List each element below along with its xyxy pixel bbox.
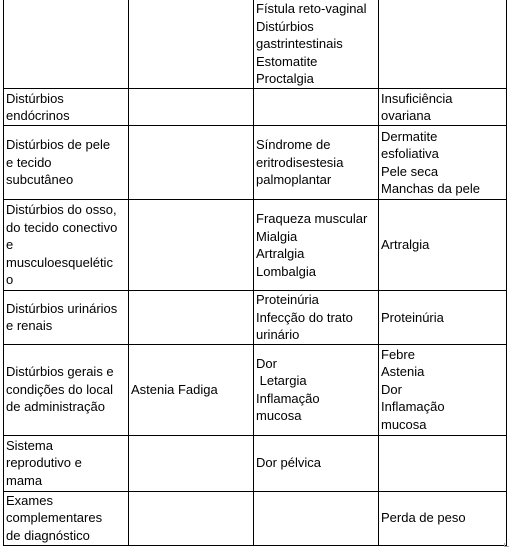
category-cell <box>4 89 129 126</box>
category-cell <box>4 291 129 345</box>
cell-text: Distúrbios <box>256 18 314 34</box>
cell-text: urinário <box>256 327 300 342</box>
col4-cell <box>379 126 507 200</box>
col3-cell <box>254 435 379 491</box>
cell-text: Pele seca <box>381 163 439 179</box>
category-cell <box>4 126 129 200</box>
col4-cell <box>379 200 507 291</box>
col2-cell <box>129 126 254 200</box>
col3-cell <box>254 89 379 126</box>
table-row <box>4 435 507 491</box>
cell-text: Perda de peso <box>381 510 466 526</box>
col2-cell <box>129 291 254 345</box>
category-cell <box>4 435 129 491</box>
cell-text: Artralgia <box>381 237 430 253</box>
col2-cell <box>129 491 254 545</box>
cell-text: Proctalgia <box>256 71 314 86</box>
table-row <box>4 491 507 545</box>
cell-text: Dermatite <box>381 128 438 144</box>
cell-text: Astenia <box>381 364 425 380</box>
cell-text: mucosa <box>256 408 302 423</box>
cell-text: Inflamação <box>256 390 320 406</box>
cell-text: Distúrbios de pele <box>6 137 111 153</box>
cell-text: ovariana <box>381 108 431 123</box>
cell-text: e tecido <box>6 154 52 170</box>
cell-text: do tecido conectivo <box>6 219 118 235</box>
col2-cell <box>129 435 254 491</box>
cell-text: Mialgia <box>256 228 298 244</box>
cell-text: e <box>6 237 14 253</box>
col3-cell <box>254 491 379 545</box>
category-cell <box>4 491 129 545</box>
col3-cell <box>254 291 379 345</box>
cell-text: musculoesquelétic <box>6 254 113 270</box>
col3-cell <box>254 344 379 435</box>
cell-text: Síndrome de <box>256 137 331 153</box>
table-row <box>4 200 507 291</box>
cell-text: Dor <box>381 381 402 397</box>
cell-text: Astenia Fadiga <box>131 381 218 397</box>
table-row <box>4 89 507 126</box>
col3-cell <box>254 200 379 291</box>
cell-text: Proteinúria <box>256 292 319 307</box>
col3-cell <box>254 126 379 200</box>
table-row <box>4 344 507 435</box>
cell-text: de diagnóstico <box>6 527 90 543</box>
cell-text: mucosa <box>381 416 427 432</box>
category-cell <box>4 200 129 291</box>
cell-text: eritrodisestesia <box>256 154 344 170</box>
col4-cell <box>379 0 507 89</box>
col4-cell <box>379 89 507 126</box>
table-row <box>4 291 507 345</box>
col4-cell <box>379 491 507 545</box>
cell-text: reprodutivo e <box>6 455 82 471</box>
cell-text: Manchas da pele <box>381 181 481 196</box>
cell-text: Insuficiência <box>381 90 453 106</box>
table-row <box>4 126 507 200</box>
cell-text: de administração <box>6 399 105 415</box>
col4-cell <box>379 435 507 491</box>
cell-text: Letargia <box>256 373 307 388</box>
cell-text: Inflamação <box>381 399 445 415</box>
cell-text: e renais <box>6 318 53 334</box>
cell-text: Dor pélvica <box>256 455 322 471</box>
col2-cell <box>129 0 254 89</box>
cell-text: Artralgia <box>256 246 305 261</box>
cell-text: Infecção do trato <box>256 309 353 325</box>
cell-text: subcutâneo <box>6 172 74 188</box>
adverse-events-table <box>3 0 507 546</box>
col2-cell <box>129 89 254 126</box>
cell-text: Fraqueza muscular <box>256 211 368 226</box>
cell-text: complementares <box>6 510 103 526</box>
cell-text: Febre <box>381 346 415 362</box>
col4-cell <box>379 291 507 345</box>
col2-cell <box>129 200 254 291</box>
cell-text: Fístula reto-vaginal <box>256 1 367 16</box>
cell-text: condições do local <box>6 381 113 397</box>
cell-text: Lombalgia <box>256 263 316 279</box>
col2-cell <box>129 344 254 435</box>
cell-text: endócrinos <box>6 108 70 123</box>
cell-text: o <box>6 272 14 288</box>
cell-text: Distúrbios <box>6 90 64 106</box>
cell-text: Sistema <box>6 437 53 453</box>
cell-text: Exames <box>6 492 53 508</box>
cell-text: Distúrbios gerais e <box>6 364 114 380</box>
cell-text: Estomatite <box>256 53 318 69</box>
cell-text: gastrintestinais <box>256 36 343 51</box>
paragraph-mark-icon <box>504 543 509 547</box>
col3-cell <box>254 0 379 89</box>
cell-text: Distúrbios urinários <box>6 300 118 316</box>
cell-text: esfoliativa <box>381 146 439 161</box>
cell-text: Dor <box>256 355 277 371</box>
cell-text: palmoplantar <box>256 172 332 188</box>
cell-text: Proteinúria <box>381 309 444 325</box>
cell-text: Distúrbios do osso, <box>6 202 117 218</box>
category-cell <box>4 344 129 435</box>
cell-text: mama <box>6 472 43 488</box>
col4-cell <box>379 344 507 435</box>
table-row <box>4 0 507 89</box>
category-cell <box>4 0 129 89</box>
